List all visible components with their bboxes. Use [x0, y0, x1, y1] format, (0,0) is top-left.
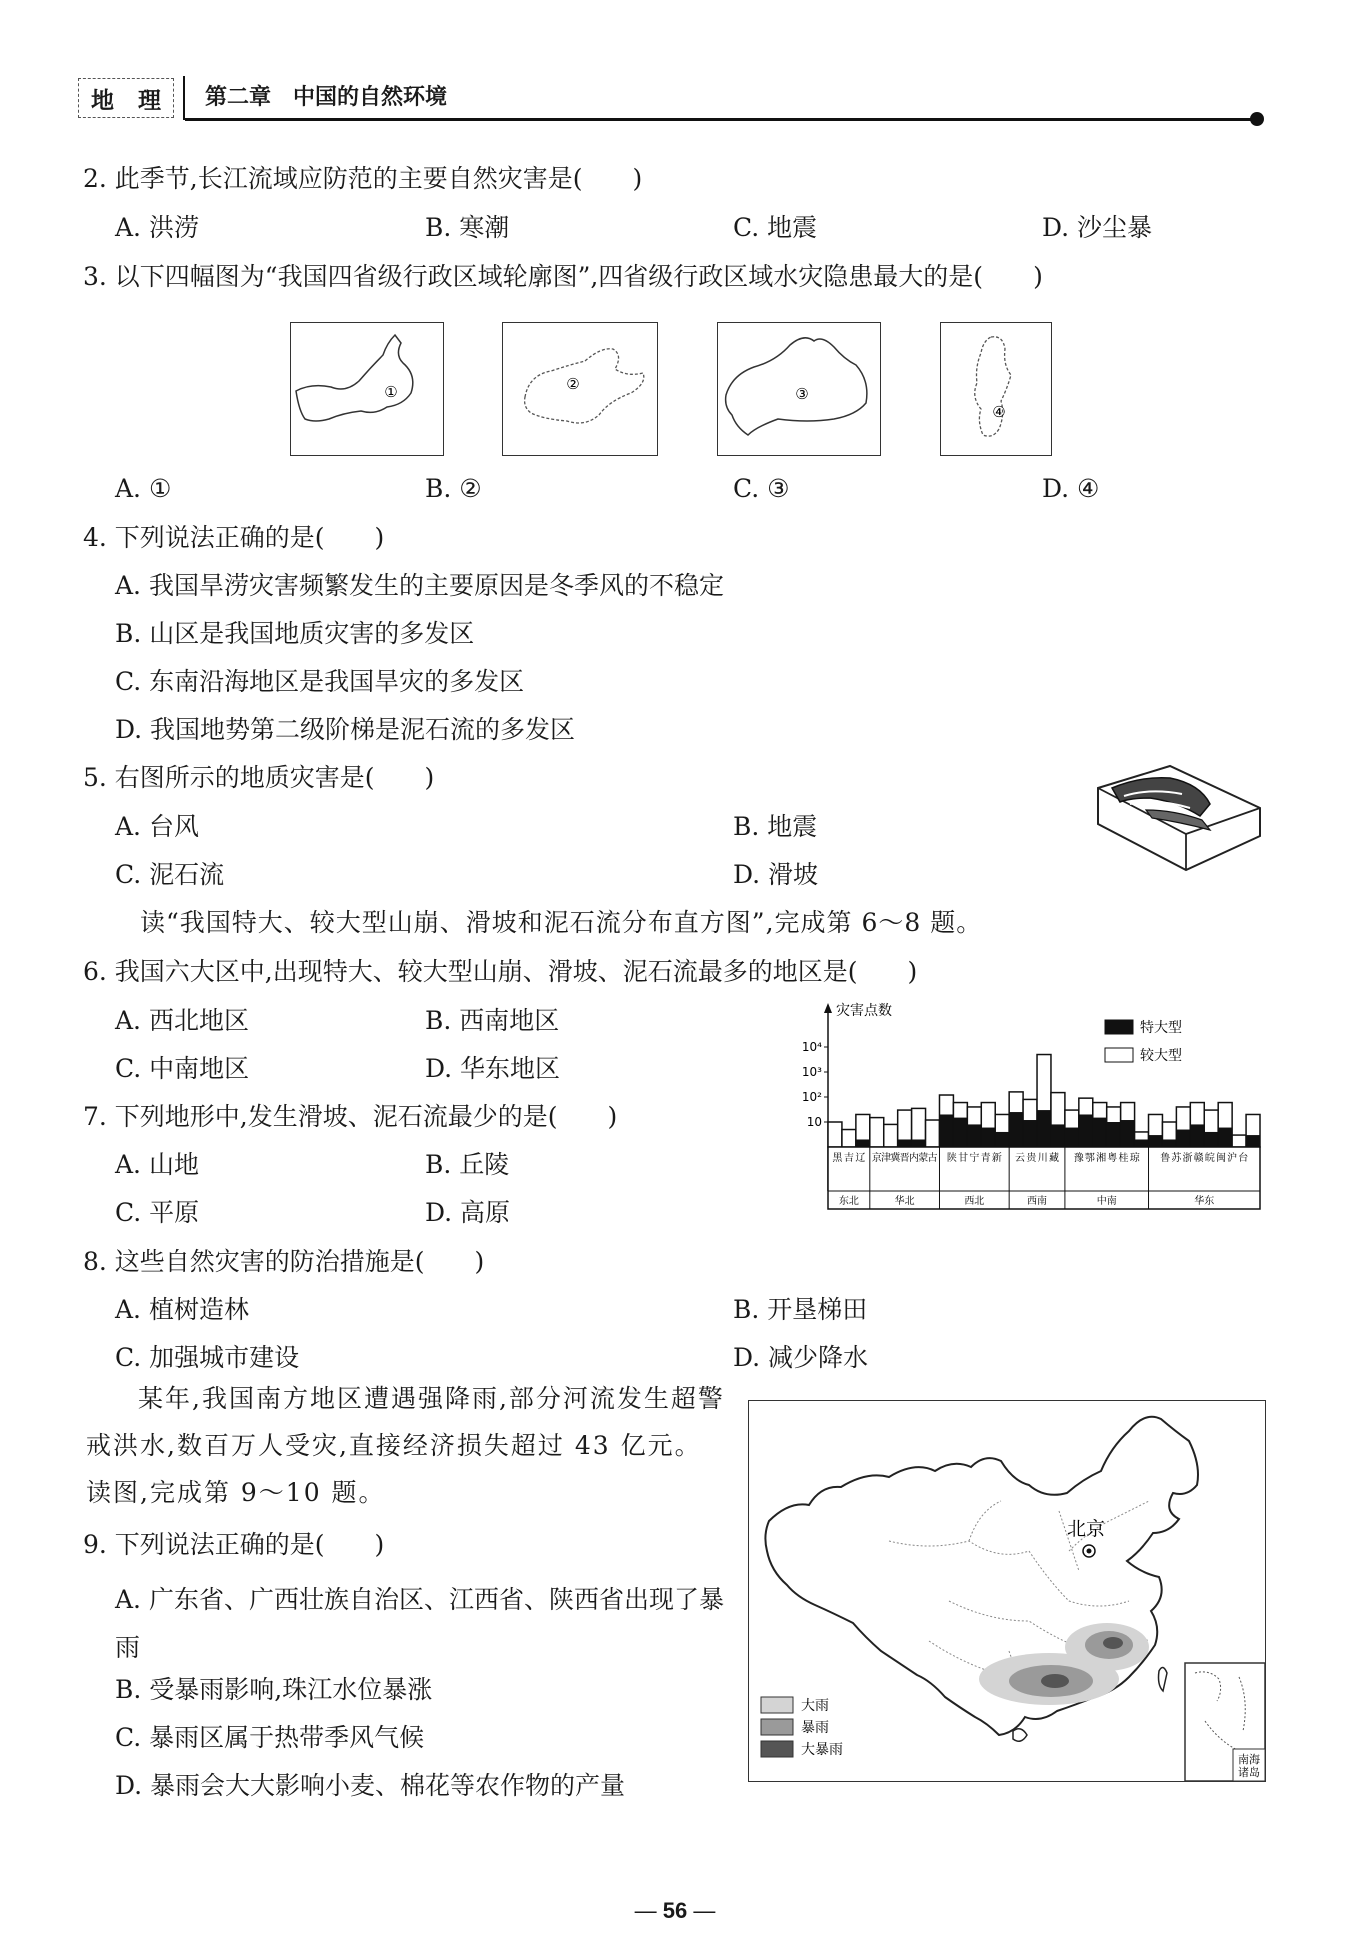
province-outline-1-shape [291, 323, 443, 455]
bar-major-晋 [912, 1139, 926, 1147]
landslide-diagram [1090, 758, 1268, 880]
province-outline-2 [502, 322, 658, 456]
bar-major-皖 [1204, 1132, 1218, 1147]
map-legend [761, 1697, 843, 1758]
q7-option-d[interactable]: D. 高原 [425, 1198, 511, 1227]
q8-option-a[interactable]: A. 植树造林 [115, 1295, 249, 1324]
q7-option-b[interactable]: B. 丘陵 [425, 1150, 510, 1179]
q9-stem: 9. 下列说法正确的是( ) [83, 1530, 385, 1559]
province-4-label: ④ [992, 403, 1006, 421]
region-label: 华北 [894, 1196, 915, 1207]
q5-option-c[interactable]: C. 泥石流 [115, 860, 225, 889]
capital-marker-dot [1087, 1549, 1092, 1554]
q2-option-a[interactable]: A. 洪涝 [115, 213, 199, 242]
bar-major-苏 [1162, 1139, 1176, 1147]
q4-option-b[interactable]: B. 山区是我国地质灾害的多发区 [115, 619, 475, 648]
province-outline-3-shape [718, 323, 880, 455]
legend-label-rainstorm: 暴雨 [801, 1720, 829, 1736]
subject-char-1: 地 [91, 87, 114, 114]
q7-option-a[interactable]: A. 山地 [115, 1150, 199, 1179]
province-3-label: ③ [795, 385, 809, 403]
legend-label-severe-rainstorm: 大暴雨 [801, 1742, 843, 1758]
q9-option-a[interactable]: A. 广东省、广西壮族自治区、江西省、陕西省出现了暴雨 [115, 1585, 724, 1662]
q2-option-b[interactable]: B. 寒潮 [425, 213, 510, 242]
bar-major-桂 [1121, 1120, 1135, 1147]
bar-major-陕 [939, 1114, 953, 1147]
q6-option-c[interactable]: C. 中南地区 [115, 1054, 250, 1083]
q4-option-a[interactable]: A. 我国旱涝灾害频繁发生的主要原因是冬季风的不稳定 [115, 571, 724, 600]
legend-swatch-rainstorm [761, 1719, 793, 1735]
bar-large-吉 [842, 1130, 856, 1147]
page-number: — 56 — [634, 1898, 716, 1923]
bar-major-鄂 [1079, 1114, 1093, 1147]
intro-9-10: 某年,我国南方地区遭遇强降雨,部分河流发生超警戒洪水,数百万人受灾,直接经济损失超过 43 亿元。读图,完成第 9～10 题。 [86, 1384, 725, 1507]
province-outline-4-shape [941, 323, 1051, 455]
region-label: 西南 [1027, 1196, 1048, 1207]
severe-rainstorm-area-2 [1103, 1637, 1123, 1649]
q8-stem: 8. 这些自然灾害的防治措施是( ) [83, 1247, 485, 1276]
bar-major-赣 [1190, 1124, 1204, 1147]
province-row-label: 豫鄂湘粤桂琼 [1073, 1153, 1140, 1164]
inset-label: 南海诸岛 [1238, 1753, 1260, 1779]
q3-option-b[interactable]: B. ② [425, 474, 482, 503]
header-rule [185, 118, 1255, 121]
bars [828, 1055, 1260, 1147]
chapter-title: 第二章 中国的自然环境 [205, 85, 448, 110]
region-label: 华东 [1194, 1196, 1215, 1207]
bar-major-云 [1009, 1112, 1023, 1147]
subject-label [78, 78, 174, 118]
bar-large-内蒙古 [926, 1120, 940, 1147]
region-label: 中南 [1096, 1196, 1117, 1207]
header-rule-dot [1250, 112, 1264, 126]
bar-major-川 [1037, 1110, 1051, 1147]
south-china-sea-inset [1185, 1663, 1265, 1781]
q5-option-d[interactable]: D. 滑坡 [733, 860, 819, 889]
q3-option-a[interactable]: A. ① [115, 474, 172, 503]
bar-large-津 [884, 1124, 898, 1147]
q5-stem: 5. 右图所示的地质灾害是( ) [83, 763, 435, 792]
chart-legend [1105, 1019, 1182, 1064]
q6-option-d[interactable]: D. 华东地区 [425, 1054, 561, 1083]
q3-stem: 3. 以下四幅图为“我国四省级行政区域轮廓图”,四省级行政区域水灾隐患最大的是( ) [83, 262, 1043, 291]
province-row-label: 陕甘宁青新 [946, 1153, 1002, 1164]
bar-major-闽 [1218, 1128, 1232, 1147]
q8-option-c[interactable]: C. 加强城市建设 [115, 1343, 300, 1372]
region-label: 东北 [838, 1196, 859, 1207]
y-tick-label: 10 [806, 1115, 822, 1129]
legend-label-heavy-rain: 大雨 [801, 1698, 829, 1714]
rainfall-map [748, 1400, 1266, 1782]
y-ticks [802, 1040, 828, 1129]
q7-stem: 7. 下列地形中,发生滑坡、泥石流最少的是( ) [83, 1102, 618, 1131]
q8-option-d[interactable]: D. 减少降水 [733, 1343, 869, 1372]
legend-label-large: 较大型 [1140, 1048, 1182, 1064]
header-divider [183, 76, 185, 120]
subject-char-2: 理 [138, 87, 161, 114]
bar-major-琼 [1135, 1139, 1149, 1147]
province-2-label: ② [566, 375, 580, 393]
q2-option-d[interactable]: D. 沙尘暴 [1042, 213, 1153, 242]
y-tick-label: 10⁴ [801, 1040, 822, 1054]
y-axis-label: 灾害点数 [836, 1003, 892, 1019]
intro-6-8: 读“我国特大、较大型山崩、滑坡和泥石流分布直方图”,完成第 6～8 题。 [140, 908, 983, 937]
bar-major-台 [1246, 1135, 1260, 1147]
bar-major-冀 [898, 1139, 912, 1147]
q6-option-a[interactable]: A. 西北地区 [115, 1006, 249, 1035]
bar-major-青 [981, 1128, 995, 1147]
bar-major-甘 [953, 1118, 967, 1147]
q4-option-d[interactable]: D. 我国地势第二级阶梯是泥石流的多发区 [115, 715, 576, 744]
q2-option-c[interactable]: C. 地震 [733, 213, 818, 242]
bar-major-粤 [1107, 1122, 1121, 1147]
province-outline-2-shape [503, 323, 657, 455]
q9-option-d[interactable]: D. 暴雨会大大影响小麦、棉花等农作物的产量 [115, 1771, 626, 1800]
bar-major-藏 [1051, 1124, 1065, 1147]
hainan-island [1013, 1729, 1027, 1742]
province-row-label: 鲁苏浙赣皖闽沪台 [1160, 1153, 1249, 1164]
q4-option-c[interactable]: C. 东南沿海地区是我国旱灾的多发区 [115, 667, 525, 696]
q3-option-d[interactable]: D. ④ [1042, 474, 1100, 503]
bar-major-湘 [1093, 1118, 1107, 1147]
disaster-histogram [790, 995, 1268, 1245]
bar-major-浙 [1176, 1130, 1190, 1147]
province-outline-4 [940, 322, 1052, 456]
province-outline-1 [290, 322, 444, 456]
q5-option-a[interactable]: A. 台风 [115, 812, 199, 841]
china-outline-map [749, 1401, 1265, 1781]
region-label: 西北 [964, 1196, 985, 1207]
bar-major-鲁 [1149, 1135, 1163, 1147]
legend-swatch-severe-rainstorm [761, 1741, 793, 1757]
q5-option-b[interactable]: B. 地震 [733, 812, 818, 841]
bar-large-京 [870, 1118, 884, 1147]
bar-major-宁 [967, 1124, 981, 1147]
q9-option-c[interactable]: C. 暴雨区属于热带季风气候 [115, 1723, 425, 1752]
q4-stem: 4. 下列说法正确的是( ) [83, 523, 385, 552]
bar-major-辽 [856, 1139, 870, 1147]
bar-major-新 [995, 1132, 1009, 1147]
china-border [765, 1417, 1198, 1735]
q2-stem: 2. 此季节,长江流域应防范的主要自然灾害是( ) [83, 164, 643, 193]
province-table [828, 1147, 1260, 1209]
province-row-label: 黑吉辽 [832, 1153, 866, 1164]
bar-major-豫 [1065, 1128, 1079, 1147]
y-tick-label: 10³ [801, 1065, 822, 1079]
y-tick-label: 10² [801, 1090, 822, 1104]
y-axis-arrow [824, 1003, 832, 1013]
q6-option-b[interactable]: B. 西南地区 [425, 1006, 560, 1035]
q8-option-b[interactable]: B. 开垦梯田 [733, 1295, 868, 1324]
page-number-value: 56 [662, 1898, 688, 1923]
province-row-label: 云贵川藏 [1015, 1153, 1060, 1164]
bar-major-贵 [1023, 1120, 1037, 1147]
legend-swatch-large [1105, 1048, 1133, 1062]
legend-label-major: 特大型 [1140, 1020, 1182, 1036]
q3-option-c[interactable]: C. ③ [733, 474, 790, 503]
bar-large-沪 [1232, 1135, 1246, 1147]
province-outline-3 [717, 322, 881, 456]
city-label-beijing: 北京 [1067, 1518, 1106, 1540]
legend-swatch-major [1105, 1020, 1133, 1034]
severe-rainstorm-area [1041, 1674, 1069, 1688]
bar-large-黑 [828, 1122, 842, 1147]
legend-swatch-heavy-rain [761, 1697, 793, 1713]
province-row-label: 京津冀晋内蒙古 [871, 1153, 938, 1164]
province-1-label: ① [384, 383, 398, 401]
taiwan-island [1159, 1667, 1168, 1691]
q9-option-b[interactable]: B. 受暴雨影响,珠江水位暴涨 [115, 1675, 433, 1704]
q7-option-c[interactable]: C. 平原 [115, 1198, 200, 1227]
q6-stem: 6. 我国六大区中,出现特大、较大型山崩、滑坡、泥石流最多的地区是( ) [83, 957, 918, 986]
